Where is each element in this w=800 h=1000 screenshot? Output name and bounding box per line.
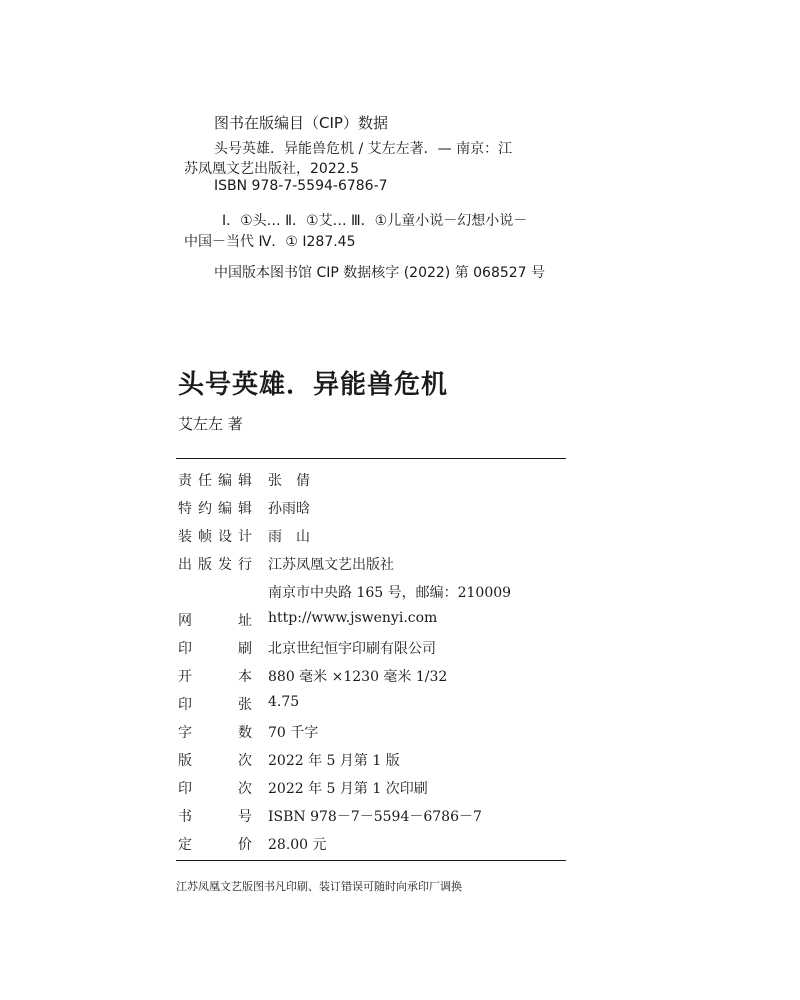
info-value: 张 倩 bbox=[268, 473, 310, 489]
info-label: 字数 bbox=[178, 725, 252, 741]
cip-line-4: Ⅰ．①头… Ⅱ．①艾… Ⅲ．①儿童小说－幻想小说－ bbox=[222, 213, 528, 229]
info-value: 江苏凤凰文艺出版社 bbox=[268, 557, 394, 573]
info-row-special-editor bbox=[178, 498, 310, 518]
info-row-word-count bbox=[178, 722, 319, 742]
info-row-price bbox=[178, 834, 327, 854]
info-row-edition bbox=[178, 750, 400, 770]
info-row-format bbox=[178, 666, 448, 686]
book-author: 艾左左 著 bbox=[178, 415, 243, 433]
info-label: 网址 bbox=[178, 613, 252, 629]
info-label: 定价 bbox=[178, 837, 252, 853]
info-value: 南京市中央路 165 号，邮编：210009 bbox=[268, 585, 512, 601]
info-label: 装帧设计 bbox=[178, 529, 252, 545]
info-row-address bbox=[178, 582, 512, 601]
info-value: 孙雨晗 bbox=[268, 501, 310, 517]
info-label: 出版发行 bbox=[178, 557, 252, 573]
info-label: 开本 bbox=[178, 669, 252, 685]
cip-line-3: ISBN 978-7-5594-6786-7 bbox=[214, 178, 388, 194]
info-value: ISBN 978－7－5594－6786－7 bbox=[268, 809, 482, 825]
info-row-designer bbox=[178, 526, 310, 546]
info-value: 雨 山 bbox=[268, 529, 310, 545]
info-label: 责任编辑 bbox=[178, 473, 252, 489]
info-row-editor bbox=[178, 470, 310, 490]
info-label: 印次 bbox=[178, 781, 252, 797]
bottom-divider bbox=[176, 860, 566, 861]
cip-line-1: 头号英雄．异能兽危机 / 艾左左著．— 南京：江 bbox=[214, 141, 513, 157]
info-label: 印张 bbox=[178, 697, 252, 713]
info-value: 4.75 bbox=[268, 694, 300, 710]
cip-line-6: 中国版本图书馆 CIP 数据核字 (2022) 第 068527 号 bbox=[214, 265, 546, 281]
info-row-sheets bbox=[178, 694, 300, 714]
info-row-printing bbox=[178, 778, 428, 798]
info-row-isbn bbox=[178, 806, 482, 826]
info-value: 北京世纪恒宇印刷有限公司 bbox=[268, 641, 436, 657]
info-value: 2022 年 5 月第 1 次印刷 bbox=[268, 781, 428, 797]
info-label: 印刷 bbox=[178, 641, 252, 657]
top-divider bbox=[176, 458, 566, 459]
cip-line-2: 苏凤凰文艺出版社，2022.5 bbox=[184, 161, 359, 177]
info-value: http://www.jswenyi.com bbox=[268, 610, 438, 626]
info-value: 880 毫米 ×1230 毫米 1/32 bbox=[268, 669, 448, 685]
info-value: 28.00 元 bbox=[268, 837, 327, 853]
info-row-printer bbox=[178, 638, 436, 658]
info-label: 书号 bbox=[178, 809, 252, 825]
cip-heading: 图书在版编目（CIP）数据 bbox=[214, 114, 388, 132]
info-label: 特约编辑 bbox=[178, 501, 252, 517]
info-label: 版次 bbox=[178, 753, 252, 769]
info-row-publisher bbox=[178, 554, 394, 574]
footer-note: 江苏凤凰文艺版图书凡印刷、装订错误可随时向承印厂调换 bbox=[176, 880, 462, 893]
cip-line-5: 中国－当代 Ⅳ．① I287.45 bbox=[184, 234, 356, 250]
book-title: 头号英雄．异能兽危机 bbox=[178, 370, 449, 400]
info-value: 2022 年 5 月第 1 版 bbox=[268, 753, 400, 769]
info-row-website bbox=[178, 610, 438, 630]
info-value: 70 千字 bbox=[268, 725, 319, 741]
